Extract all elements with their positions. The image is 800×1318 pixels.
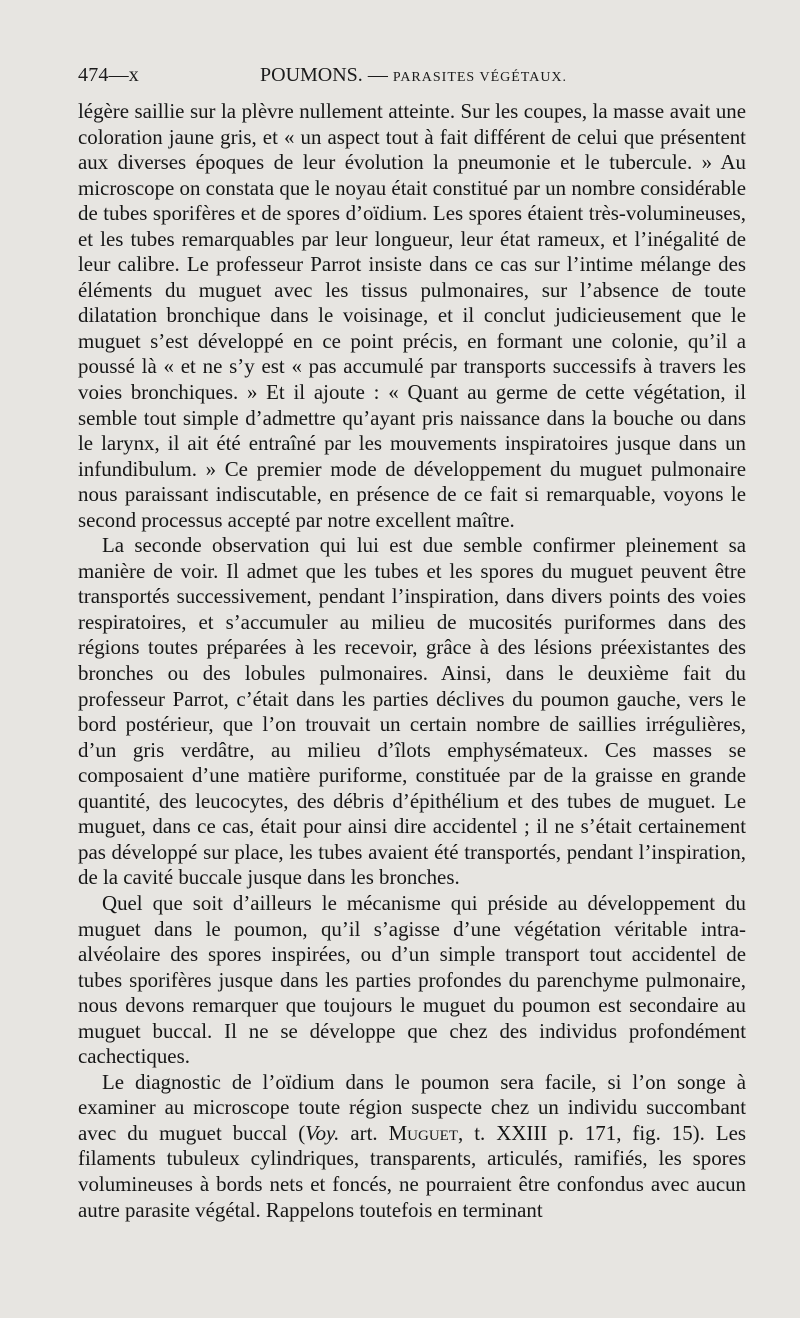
paragraph-4-voy: Voy. <box>305 1120 340 1145</box>
paragraph-1: légère saillie sur la plèvre nullement atteinte. Sur les coupes, la masse avait une coloration jaune gris, et « un aspect tout à fait différent de celui que présentent aux diverses époques de leur évolution la pneumonie et le tubercule. » Au microscope on constata que le noyau était constitué par un nombre considérable de tubes sporifères et de spores d’oïdium. Les spores étaient très-volumineuses, et les tubes remarquables par leur longueur, leur état rameux, et l’inégalité de leur calibre. Le professeur Parrot insiste dans ce cas sur l’intime mélange des éléments du muguet avec les tissus pulmonaires, sur l’absence de toute dilatation bronchique dans le voisinage, et il conclut judicieusement que le muguet s’est développé en ce point précis, en formant une colonie, qu’il a poussé là « et ne s’y est « pas accumulé par transports successifs à travers les voies bronchiques. » Et il ajoute : « Quant au germe de cette végétation, il semble tout simple d’admettre qu’ayant pris naissance dans la bouche ou dans le larynx, il ait été entraîné par les mouvements inspiratoires jusque dans un infundibulum. » Ce premier mode de développement du muguet pulmonaire nous paraissant indiscutable, en présence de ce fait si remarquable, voyons le second processus accepté par notre excellent maître. <box>78 99 746 532</box>
body-text <box>78 99 746 1223</box>
running-title-sub: PARASITES VÉGÉTAUX. <box>392 70 568 85</box>
page-header <box>78 64 750 88</box>
running-title <box>260 64 567 87</box>
paragraph-4-part-2: art. <box>339 1120 389 1145</box>
paragraph-2: La seconde observation qui lui est due semble confirmer pleinement sa manière de voir. Il admet que les tubes et les spores du muguet peuvent être transportés successivement, pendant l’inspiration, dans divers points des voies respiratoires, et s’accumuler au milieu de mucosités puriformes dans des régions toutes préparées à les recevoir, grâce à des lésions préexistantes des bronches ou des lobules pulmonaires. Ainsi, dans le deuxième fait du professeur Parrot, c’était dans les parties déclives du poumon gauche, vers le bord postérieur, que l’on trouvait un certain nombre de saillies irrégulières, d’un gris verdâtre, au milieu d’îlots emphysémateux. Ces masses se composaient d’une matière puriforme, constituée par de la graisse en grande quantité, des leucocytes, des débris d’épithélium et des tubes de muguet. Le muguet, dans ce cas, était pour ainsi dire accidentel ; il ne s’était certainement pas développé sur place, les tubes avaient été transportés, pendant l’inspiration, de la cavité buccale jusque dans les bronches. <box>78 533 746 890</box>
running-title-dash: — <box>362 64 393 86</box>
paragraph-4 <box>78 1070 746 1223</box>
page-number: 474—x <box>78 64 139 86</box>
paragraph-4-part-1: Le diagnostic de l’oïdium dans le poumon sera facile, si l’on songe à examiner au microscope toute région suspecte chez un individu succombant avec du muguet buccal ( <box>78 1069 746 1145</box>
paragraph-4-part-3: , t. XXIII p. 171, fig. 15). Les filaments tubuleux cylindriques, transparents, articulés, ramifiés, les spores volumineuses à bords nets et foncés, ne pourraient être confondus avec aucun autre parasite végétal. Rappelons toutefois en terminant <box>78 1120 746 1222</box>
paragraph-4-muguet-ref: Muguet <box>388 1120 459 1145</box>
paragraph-3: Quel que soit d’ailleurs le mécanisme qui préside au développement du muguet dans le poumon, qu’il s’agisse d’une végétation véritable intra-alvéolaire des spores inspirées, ou d’un simple transport tout accidentel de tubes sporifères jusque dans les parties profondes du parenchyme pulmonaire, nous devons remarquer que toujours le muguet du poumon est secondaire au muguet buccal. Il ne se développe que chez des individus profondément cachectiques. <box>78 890 746 1069</box>
running-title-main: POUMONS. <box>260 64 363 86</box>
